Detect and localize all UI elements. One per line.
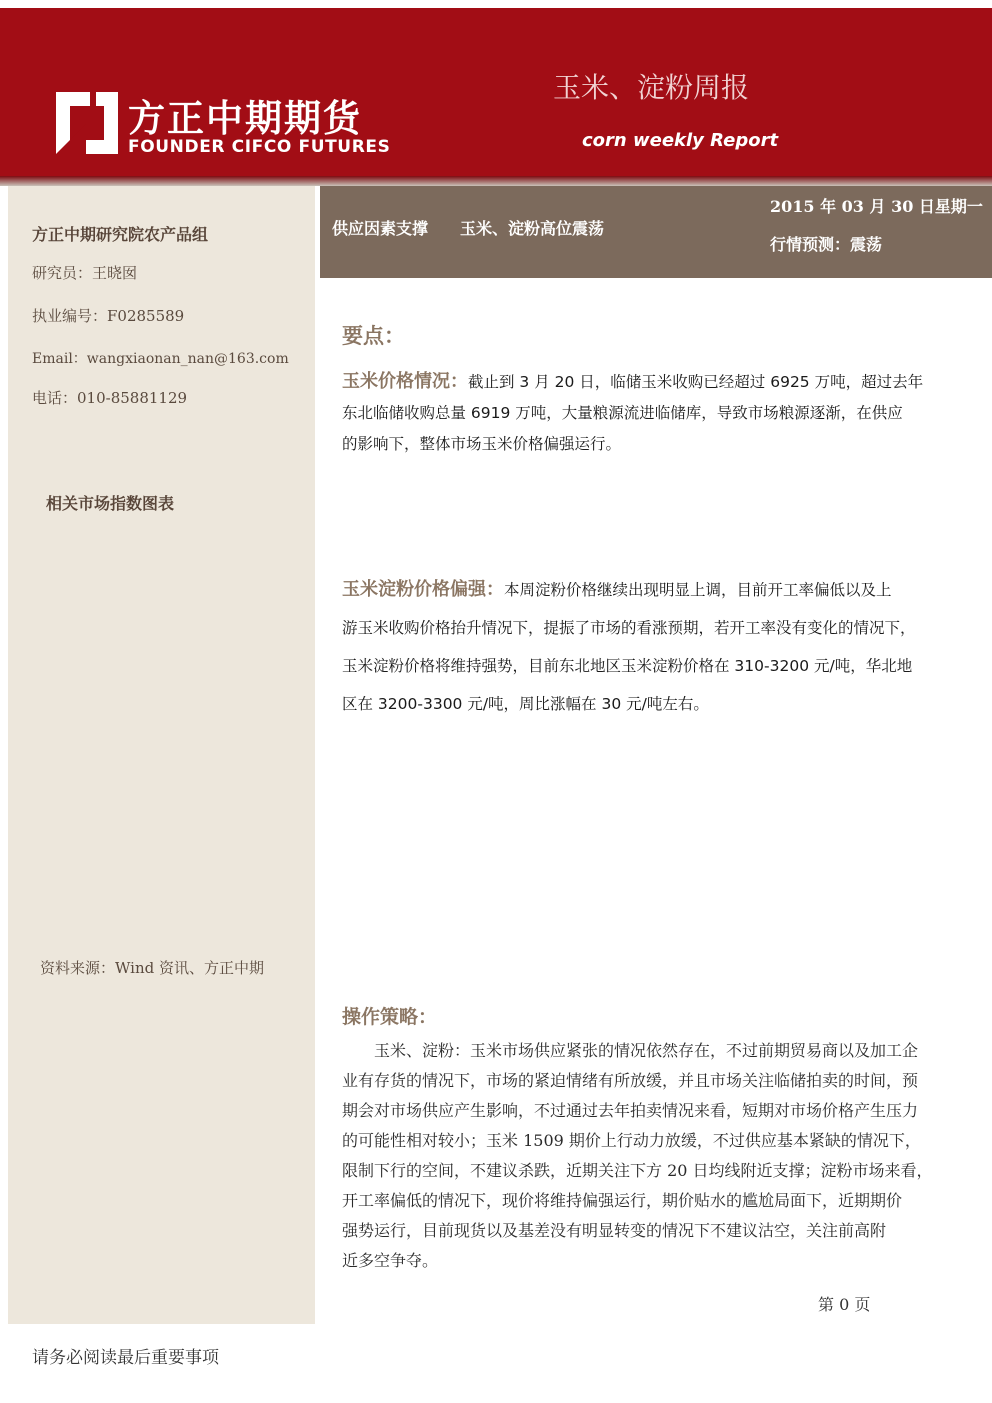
corn-price-line: 截止到 3 月 20 日，临储玉米收购已经超过 6925 万吨，超过去年 <box>468 373 924 391</box>
strategy-line: 业有存货的情况下，市场的紧迫情绪有所放缓，并且市场关注临储拍卖的时间，预 <box>342 1071 919 1090</box>
license-number: 执业编号：F0285589 <box>32 307 185 325</box>
data-source: 资料来源：Wind 资讯、方正中期 <box>40 959 264 977</box>
disclaimer-notice: 请务必阅读最后重要事项 <box>32 1348 219 1368</box>
strategy-line: 的可能性相对较小；玉米 1509 期价上行动力放缓，不过供应基本紧缺的情况下， <box>342 1131 921 1150</box>
strategy-line: 近多空争夺。 <box>342 1251 439 1270</box>
starch-price-label: 玉米淀粉价格偏强： <box>342 579 504 600</box>
strategy-line: 强势运行，目前现货以及基差没有明显转变的情况下不建议沽空，关注前高附 <box>342 1221 887 1240</box>
report-theme: 供应因素支撑 玉米、淀粉高位震荡 <box>332 219 605 238</box>
starch-price-line: 区在 3200-3300 元/吨，周比涨幅在 30 元/吨左右。 <box>342 695 709 713</box>
strategy-body <box>342 1036 970 1276</box>
strategy-heading: 操作策略： <box>342 1006 438 1028</box>
key-points-heading: 要点： <box>342 324 405 348</box>
header-divider <box>0 176 992 186</box>
report-header <box>0 8 992 176</box>
report-date: 2015 年 03 月 30 日星期一 <box>770 197 983 216</box>
report-subtitle: corn weekly Report <box>582 130 779 151</box>
brand-name-en: FOUNDER CIFCO FUTURES <box>128 137 391 157</box>
strategy-line: 玉米、淀粉：玉米市场供应紧张的情况依然存在，不过前期贸易商以及加工企 <box>342 1041 919 1060</box>
starch-price-section <box>342 571 968 723</box>
report-title: 玉米、淀粉周报 <box>553 71 750 104</box>
strategy-line: 开工率偏低的情况下，现价将维持偏强运行，期价贴水的尴尬局面下，近期期价 <box>342 1191 903 1210</box>
starch-price-line: 游玉米收购价格抬升情况下，提振了市场的看涨预期，若开工率没有变化的情况下， <box>342 619 916 637</box>
strategy-line: 期会对市场供应产生影响，不过通过去年拍卖情况来看，短期对市场价格产生压力 <box>342 1101 919 1120</box>
starch-price-line: 玉米淀粉价格将维持强势，目前东北地区玉米淀粉价格在 310-3200 元/吨，华北地 <box>342 657 913 675</box>
corn-price-section <box>342 366 968 460</box>
brand-name-cn: 方正中期期货 <box>128 97 362 140</box>
summary-banner <box>320 186 992 278</box>
corn-price-line: 东北临储收购总量 6919 万吨，大量粮源流进临储库，导致市场粮源逐渐，在供应 <box>342 404 903 422</box>
researcher-phone: 电话：010-85881129 <box>32 389 188 407</box>
page-number: 第 0 页 <box>818 1295 871 1314</box>
researcher-name: 研究员：王晓囡 <box>32 264 138 282</box>
founder-logo-icon <box>56 92 118 154</box>
market-forecast: 行情预测：震荡 <box>770 235 883 254</box>
corn-price-line: 的影响下，整体市场玉米价格偏强运行。 <box>342 435 622 453</box>
chart-section-heading: 相关市场指数图表 <box>46 494 175 513</box>
researcher-email: Email：wangxiaonan_nan@163.com <box>32 351 289 367</box>
research-group: 方正中期研究院农产品组 <box>32 225 209 244</box>
strategy-line: 限制下行的空间，不建议杀跌，近期关注下方 20 日均线附近支撑；淀粉市场来看， <box>342 1161 933 1180</box>
sidebar <box>8 186 315 1324</box>
starch-price-line: 本周淀粉价格继续出现明显上调，目前开工率偏低以及上 <box>504 581 892 599</box>
corn-price-label: 玉米价格情况： <box>342 371 468 392</box>
